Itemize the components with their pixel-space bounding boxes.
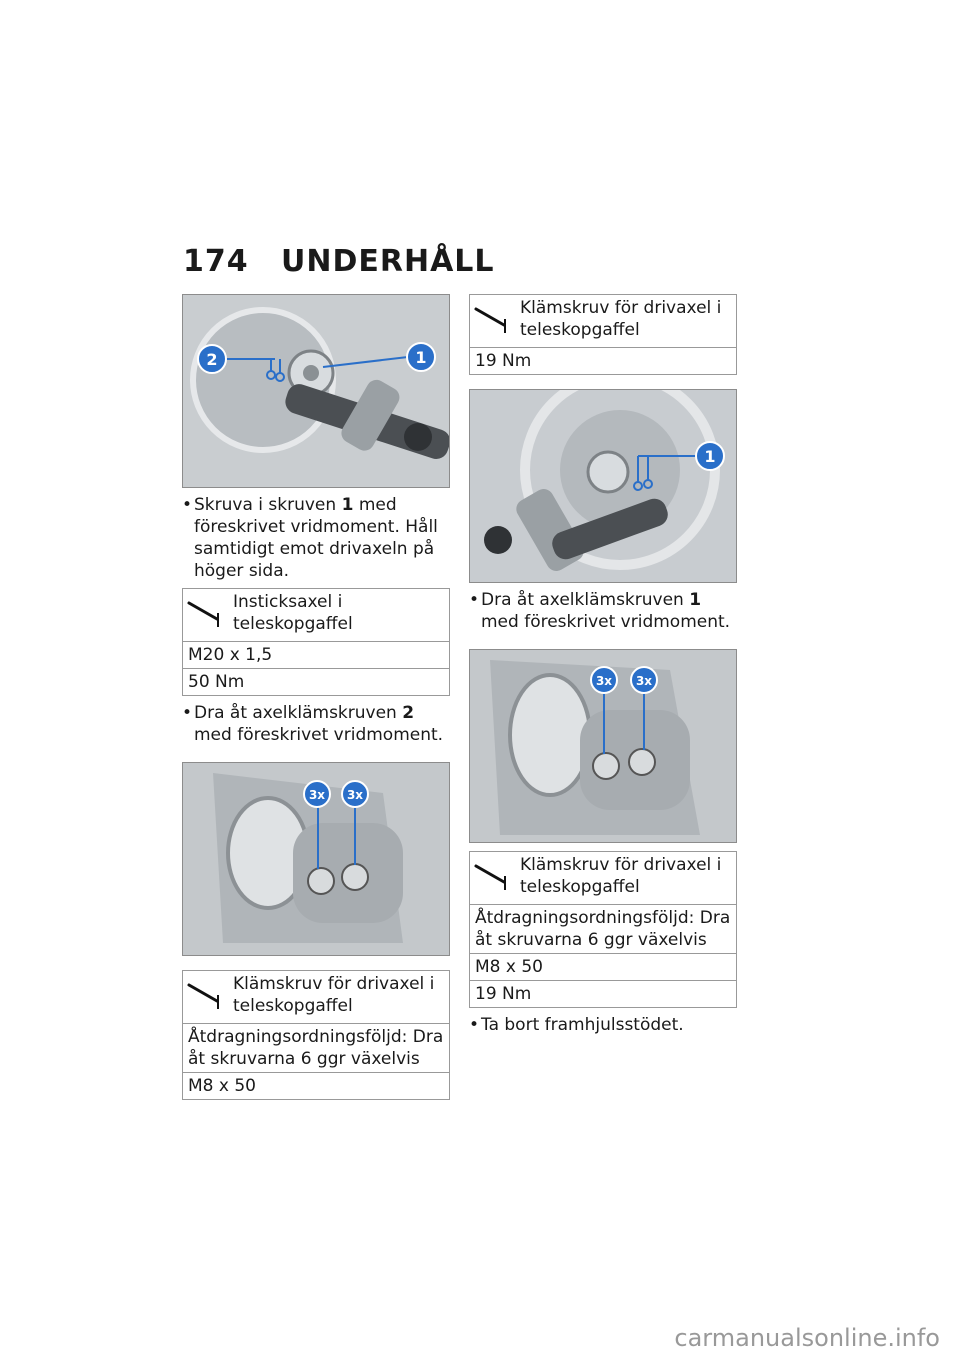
spec-value: 19 Nm (470, 981, 737, 1008)
spec-value: Åtdragningsordningsföljd: Dra åt skruvarna 6 ggr växelvis (470, 905, 737, 954)
instruction-bullet: • Skruva i skruven 1 med föreskrivet vridmoment. Håll samtidigt emot drivaxeln på höger sida. (182, 495, 438, 581)
torque-spec-table (182, 970, 450, 1100)
torque-wrench-icon (474, 860, 514, 892)
page-number: 174 (183, 244, 249, 279)
callout-3x-label: 3x (635, 674, 653, 688)
callout-3x-label: 3x (346, 788, 364, 802)
section-title: UNDERHÅLL (281, 244, 495, 279)
torque-spec-table (469, 851, 737, 1008)
left-column (182, 294, 450, 1100)
right-column (469, 294, 737, 1042)
torque-spec-table (469, 294, 737, 375)
spec-title: Klämskruv för drivaxel i teleskopgaffel (520, 855, 722, 897)
instruction-bullet: • Dra åt axelklämskruven 1 med föreskrivet vridmoment. (469, 590, 731, 632)
callout-2-label: 2 (206, 350, 218, 369)
callout-1-label: 1 (415, 348, 427, 367)
torque-wrench-icon (474, 303, 514, 335)
spec-title: Klämskruv för drivaxel i teleskopgaffel (233, 974, 435, 1016)
torque-wrench-icon (187, 979, 227, 1011)
callout-3x-label: 3x (308, 788, 326, 802)
callout-3x-label: 3x (595, 674, 613, 688)
torque-wrench-icon (187, 597, 227, 629)
spec-title: Klämskruv för drivaxel i teleskopgaffel (520, 298, 722, 340)
spec-value: 50 Nm (183, 669, 450, 696)
spec-value: Åtdragningsordningsföljd: Dra åt skruvarna 6 ggr växelvis (183, 1024, 450, 1073)
callout-1-label: 1 (704, 447, 716, 466)
axle-photo-2 (469, 389, 737, 583)
torque-spec-table (182, 588, 450, 696)
watermark: carmanualsonline.info (674, 1324, 940, 1352)
instruction-bullet: • Dra åt axelklämskruven 2 med föreskrivet vridmoment. (182, 703, 444, 745)
spec-value: 19 Nm (470, 348, 737, 375)
spec-value: M20 x 1,5 (183, 642, 450, 669)
spec-title: Insticksaxel i teleskopgaffel (233, 592, 353, 634)
instruction-bullet: • Ta bort framhjulsstödet. (469, 1015, 684, 1035)
axle-photo-1 (182, 294, 450, 488)
spec-value: M8 x 50 (470, 954, 737, 981)
page-header (183, 244, 495, 279)
clamp-screws-photo (182, 762, 450, 956)
clamp-screws-photo (469, 649, 737, 843)
spec-value: M8 x 50 (183, 1073, 450, 1100)
